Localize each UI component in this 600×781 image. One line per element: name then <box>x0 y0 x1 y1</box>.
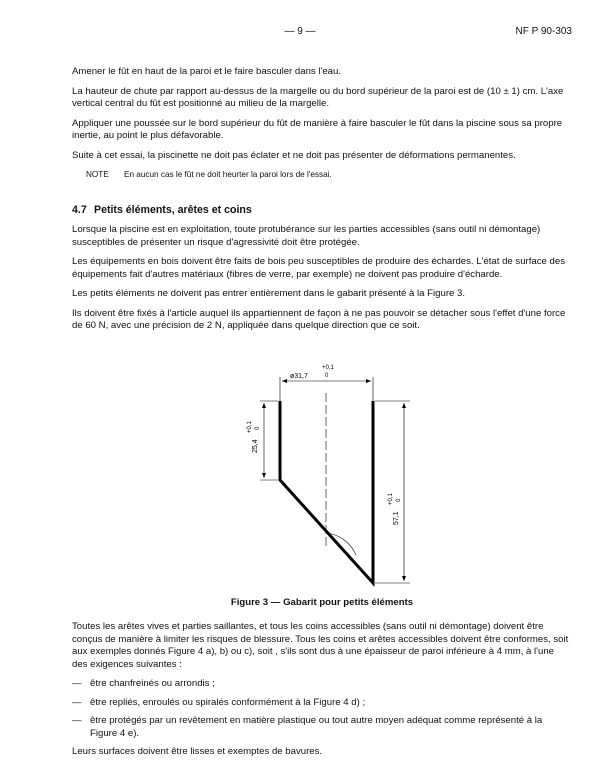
paragraph: Ils doivent être fixés à l'article auquel ils appartiennent de façon à ne pas pouvoir se détacher sous l'effet d'une force de 60 N, avec une précision de 2 N, appliquée dans quelque direction que ce soit. <box>72 307 566 331</box>
dim-right-tolerance-low: 0 <box>396 498 402 502</box>
paragraph: Amener le fût en haut de la paroi et le faire basculer dans l'eau. <box>72 66 342 77</box>
dim-width-tolerance-low: 0 <box>325 372 329 379</box>
list-marker: — <box>72 715 82 726</box>
list-marker: — <box>72 678 82 689</box>
list-item <box>72 697 572 710</box>
dim-left-tolerance-low: 0 <box>255 426 261 430</box>
list-item-text: être repliés, enroulés ou spiralés conformément à la Figure 4 d) ; <box>90 696 366 708</box>
template-gauge-drawing <box>220 357 420 593</box>
figure-3 <box>72 357 572 597</box>
note <box>86 169 572 182</box>
list-item <box>72 678 572 691</box>
dim-left-label: 25,4 <box>252 438 259 453</box>
section-heading <box>72 204 572 217</box>
dim-width-label: ø31,7 <box>290 372 308 380</box>
document-reference: NF P 90-303 <box>515 26 572 37</box>
paragraph: Les équipements en bois doivent être faits de bois peu susceptibles de produire des échardes. L'état de surface des équipements fait d'autres matériaux (fibres de verre, par exemple) ne doivent pas produire d'écharde. <box>72 256 566 280</box>
dim-left-tolerance: +0,1 <box>247 420 253 433</box>
paragraph: Lorsque la piscine est en exploitation, toute protubérance sur les parties accessibles (sans outil ni démontage) susceptibles de présenter un risque d'agressivité doit être protégée. <box>72 224 541 248</box>
figure-caption: Figure 3 — Gabarit pour petits éléments <box>230 596 414 608</box>
page-number: — 9 — <box>284 26 316 37</box>
paragraph: Les petits éléments ne doivent pas entrer entièrement dans le gabarit présenté à la Figure 3. <box>72 288 466 299</box>
paragraph: Toutes les arêtes vives et parties saillantes, et tous les coins accessibles (sans outil ni démontage) doivent être conçus de manière à limiter les risques de blessure. Tous les coins et arêtes accessibles doivent être conformes, soit aux exemples donnés Figure 4 a), b) ou c), soit , s'ils sont dus à une épaisseur de paroi inférieure à 4 mm, à l'une des exigences suivantes : <box>72 621 569 670</box>
dim-right-label: 57,1 <box>393 510 400 525</box>
list-item <box>72 715 572 740</box>
dim-width-tolerance: +0,1 <box>322 364 334 371</box>
note-label: NOTE <box>86 170 109 179</box>
paragraph: Suite à cet essai, la piscinette ne doit pas éclater et ne doit pas présenter de déformations permanentes. <box>72 149 516 161</box>
page-body <box>72 66 572 766</box>
note-text: En aucun cas le fût ne doit heurter la paroi lors de l'essai. <box>124 170 332 179</box>
list-marker: — <box>72 696 82 708</box>
dim-right-tolerance: +0,1 <box>388 492 394 505</box>
paragraph: Appliquer une poussée sur le bord supérieur du fût de manière à faire basculer le fût dans la piscine sous sa propre inertie, au point le plus défavorable. <box>72 117 563 141</box>
section-number: 4.7 <box>72 203 87 216</box>
section-title: Petits éléments, arêtes et coins <box>94 203 252 216</box>
list-item-text: être protégés par un revêtement en matière plastique ou tout autre moyen adéquat comme représenté à la Figure 4 e). <box>90 715 543 739</box>
paragraph: La hauteur de chute par rapport au-dessus de la margelle ou du bord supérieur de la paroi est de (10 ± 1) cm. L'axe vertical central du fût est positionné au milieu de la margelle. <box>72 85 564 109</box>
list-item-text: être chanfreinés ou arrondis ; <box>90 678 215 689</box>
paragraph: Leurs surfaces doivent être lisses et exemptes de bavures. <box>72 746 323 757</box>
